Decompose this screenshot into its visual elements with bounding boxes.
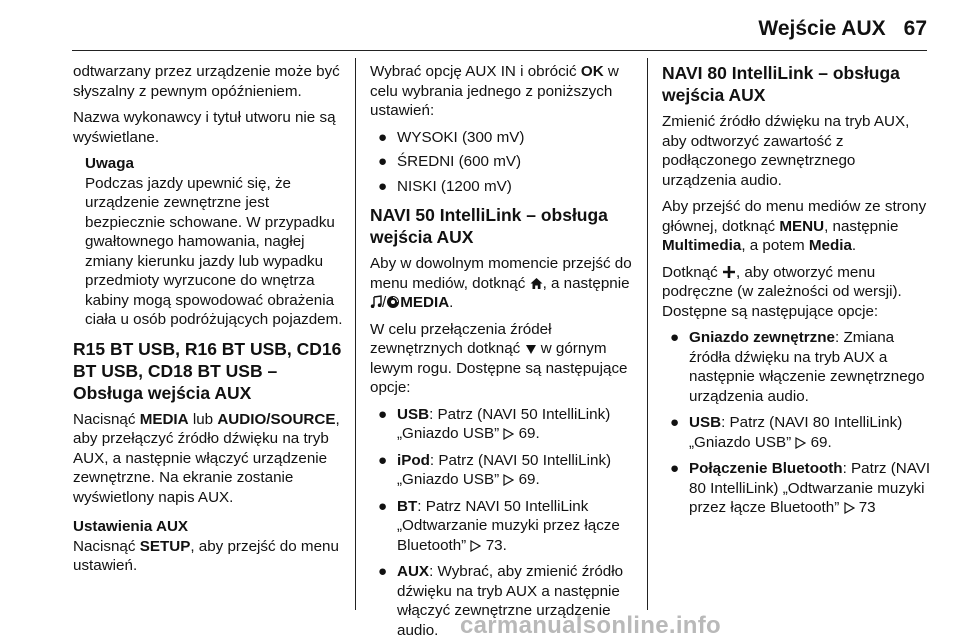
key-multimedia: Multimedia bbox=[662, 237, 742, 254]
section-heading: NAVI 80 IntelliLink – obsługa wejścia AUX bbox=[662, 63, 900, 105]
list-item: ● Gniazdo zewnętrzne: Zmiana źródła dźwięku na tryb AUX a następnie włączenie zewnętrznego urządzenia audio. bbox=[670, 329, 925, 405]
column-divider bbox=[647, 58, 648, 610]
column-middle bbox=[370, 62, 640, 642]
paragraph: Aby przejść do menu mediów ze strony głównej, dotknąć MENU, następnie Multimedia, a potem Media. bbox=[662, 198, 927, 254]
paragraph: Nacisnąć SETUP, aby przejść do menu ustawień. bbox=[73, 537, 339, 574]
paragraph: odtwarzany przez urządzenie może być słyszalny z pewnym opóźnieniem. bbox=[73, 63, 340, 100]
list-item: ● iPod: Patrz (NAVI 50 IntelliLink) „Gniazdo USB” 69. bbox=[378, 451, 612, 488]
key-audio-source: AUDIO/SOURCE bbox=[217, 410, 336, 428]
column-left bbox=[73, 62, 343, 583]
key-menu: MENU bbox=[779, 217, 825, 235]
plus-icon bbox=[722, 265, 736, 279]
key-setup: SETUP bbox=[139, 537, 191, 555]
page-ref-icon bbox=[470, 540, 481, 552]
key-media: MEDIA bbox=[139, 410, 189, 428]
key-ok: OK bbox=[580, 63, 604, 80]
list-item: ● BT: Patrz NAVI 50 IntelliLink „Odtwarzanie muzyki przez łącze Bluetooth” 73. bbox=[378, 497, 620, 554]
paragraph: W celu przełączenia źródeł zewnętrznych dotknąć w górnym lewym rogu. Dostępne są następujące opcje: bbox=[370, 320, 628, 396]
page-title: Wejście AUX bbox=[758, 17, 886, 40]
watermark: carmanualsonline.info bbox=[460, 612, 722, 639]
section-heading: NAVI 50 IntelliLink – obsługa wejścia AUX bbox=[370, 205, 608, 247]
column-divider bbox=[355, 58, 356, 610]
header-rule bbox=[72, 50, 927, 51]
source-options-list bbox=[370, 405, 640, 641]
subheading: Ustawienia AUX bbox=[73, 518, 189, 535]
list-item: ● ŚREDNI (600 mV) bbox=[378, 153, 522, 170]
list-item: ● Połączenie Bluetooth: Patrz (NAVI 80 IntelliLink) „Odtwarzanie muzyki przez łącze Bluetooth” 73 bbox=[670, 460, 931, 516]
paragraph: Nazwa wykonawcy i tytuł utworu nie są wyświetlane. bbox=[73, 109, 336, 146]
page-number: 67 bbox=[903, 17, 927, 40]
note-text: Podczas jazdy upewnić się, że urządzenie zewnętrzne jest bezpiecznie schowane. W przypadku gwałtownego hamowania, nagłej zmiany kierunku jazdy lub wypadku przedmioty wyrzucone do wnętrza kabiny mogą spowodować obrażenia ciała u osób podróżujących pojazdem. bbox=[85, 174, 343, 328]
triangle-down-icon bbox=[525, 343, 537, 355]
page-ref-icon bbox=[503, 428, 514, 440]
note-box bbox=[73, 154, 343, 330]
options-list bbox=[370, 128, 640, 197]
page-ref-icon bbox=[503, 474, 514, 486]
home-icon bbox=[530, 277, 543, 290]
list-item: ● NISKI (1200 mV) bbox=[378, 177, 512, 195]
list-item: ● USB: Patrz (NAVI 50 IntelliLink) „Gniazdo USB” 69. bbox=[378, 405, 611, 442]
paragraph: Zmienić źródło dźwięku na tryb AUX, aby odtworzyć zawartość z podłączonego zewnętrznego urządzenia audio. bbox=[662, 113, 910, 189]
page-ref-icon bbox=[795, 437, 806, 449]
list-item: ● USB: Patrz (NAVI 80 IntelliLink) „Gniazdo USB” 69. bbox=[670, 414, 903, 451]
music-note-icon bbox=[370, 295, 382, 309]
note-title: Uwaga bbox=[85, 155, 134, 172]
paragraph: Aby w dowolnym momencie przejść do menu mediów, dotknąć , a następnie / MEDIA. bbox=[370, 255, 632, 311]
key-media: Media bbox=[808, 237, 852, 254]
list-item: ● AUX: Wybrać, aby zmienić źródło dźwięku na tryb AUX a następnie włączyć zewnętrzne urządzenie audio. bbox=[378, 563, 624, 639]
section-heading: R15 BT USB, R16 BT USB, CD16 BT USB, CD18 BT USB – Obsługa wejścia AUX bbox=[73, 338, 342, 403]
disc-icon bbox=[386, 295, 400, 309]
page-header bbox=[758, 6, 927, 46]
column-right bbox=[662, 62, 932, 525]
key-media-label: MEDIA bbox=[400, 294, 450, 311]
paragraph: Dotknąć , aby otworzyć menu podręczne (w zależności od wersji). Dostępne są następujące opcje: bbox=[662, 263, 902, 320]
paragraph: Wybrać opcję AUX IN i obrócić OK w celu wybrania jednego z poniższych ustawień: bbox=[370, 63, 619, 119]
source-options-list bbox=[662, 328, 932, 518]
page-ref-icon bbox=[844, 502, 855, 514]
list-item: ● WYSOKI (300 mV) bbox=[378, 128, 525, 146]
paragraph: Nacisnąć MEDIA lub AUDIO/SOURCE, aby przełączyć źródło dźwięku na tryb AUX, a następnie włączyć urządzenie zewnętrzne. Na ekranie zostanie wyświetlony napis AUX. bbox=[73, 410, 340, 506]
